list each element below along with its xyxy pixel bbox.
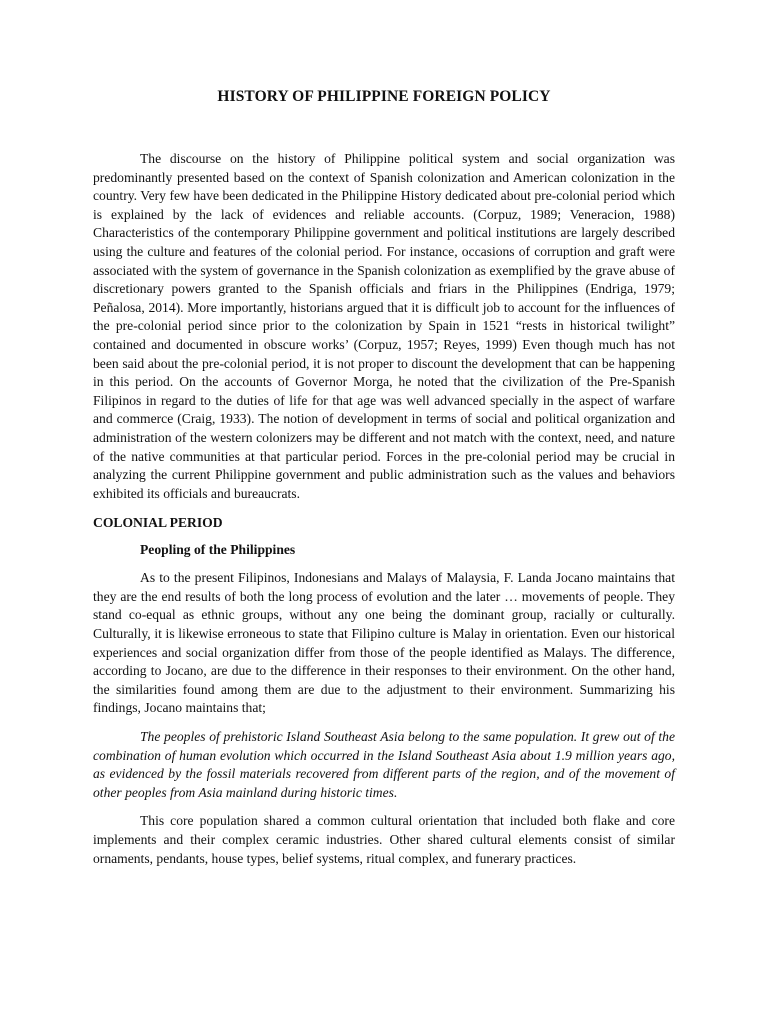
- block-quote: The peoples of prehistoric Island Southeast Asia belong to the same population. It grew out of the combination of human evolution which occurred in the Island Southeast Asia about 1.9 million years ago, as evidenced by the fossil materials recovered from different parts of the region, and of the movement of other peoples from Asia mainland during historic times.: [93, 729, 675, 800]
- document-title: HISTORY OF PHILIPPINE FOREIGN POLICY: [217, 88, 551, 105]
- intro-paragraph: The discourse on the history of Philippine political system and social organization was predominantly presented based on the context of Spanish colonization and American colonization in the country. Very few have been dedicated in the Philippine History dedicated about pre-colonial period which is explained by the lack of evidences and reliable accounts. (Corpuz, 1989; Veneracion, 1988) Characteristics of the contemporary Philippine government and political institutions are largely described using the culture and features of the colonial period. For instance, occasions of corruption and graft were associated with the system of governance in the Spanish colonization as exemplified by the grave abuse of discretionary powers granted to the Spanish officials and friars in the Philippines (Endriga, 1979; Peñalosa, 2014). More importantly, historians argued that it is difficult job to account for the influences of the pre-colonial period since prior to the colonization by Spain in 1521 “rests in historical twilight” contained and documented in obscure works’ (Corpuz, 1957; Reyes, 1999) Even though much has not been said about the pre-colonial period, it is not proper to discount the development that can be happening in this period. On the accounts of Governor Morga, he noted that the civilization of the Pre-Spanish Filipinos in regard to the duties of life for that age was well advanced specially in the aspect of warfare and commerce (Craig, 1933). The notion of development in terms of social and political organization and administration of the western colonizers may be different and not match with the context, need, and nature of the native communities at that particular period. Forces in the pre-colonial period may be crucial in analyzing the current Philippine government and public administration such as the values and behaviors exhibited its officials and bureaucrats.: [93, 151, 675, 501]
- section-heading-colonial-period: COLONIAL PERIOD: [93, 515, 223, 531]
- subsection-heading-peopling: Peopling of the Philippines: [140, 542, 296, 558]
- peopling-paragraph: As to the present Filipinos, Indonesians and Malays of Malaysia, F. Landa Jocano maintains that they are the end results of both the long process of evolution and the later … movements of people. They stand co-equal as ethnic groups, without any one being the dominant group, racially or culturally. Culturally, it is likewise erroneous to state that Filipino culture is Malay in orientation. Even our historical experiences and social organization differ from those of the people identified as Malays. The difference, according to Jocano, are due to the difference in their responses to their environment. On the other hand, the similarities found among them are due to the adjustment to their environment. Summarizing his findings, Jocano maintains that;: [93, 570, 675, 716]
- core-population-paragraph: This core population shared a common cultural orientation that included both flake and core implements and their complex ceramic industries. Other shared cultural elements consist of similar ornaments, pendants, house types, belief systems, ritual complex, and funerary practices.: [93, 813, 675, 866]
